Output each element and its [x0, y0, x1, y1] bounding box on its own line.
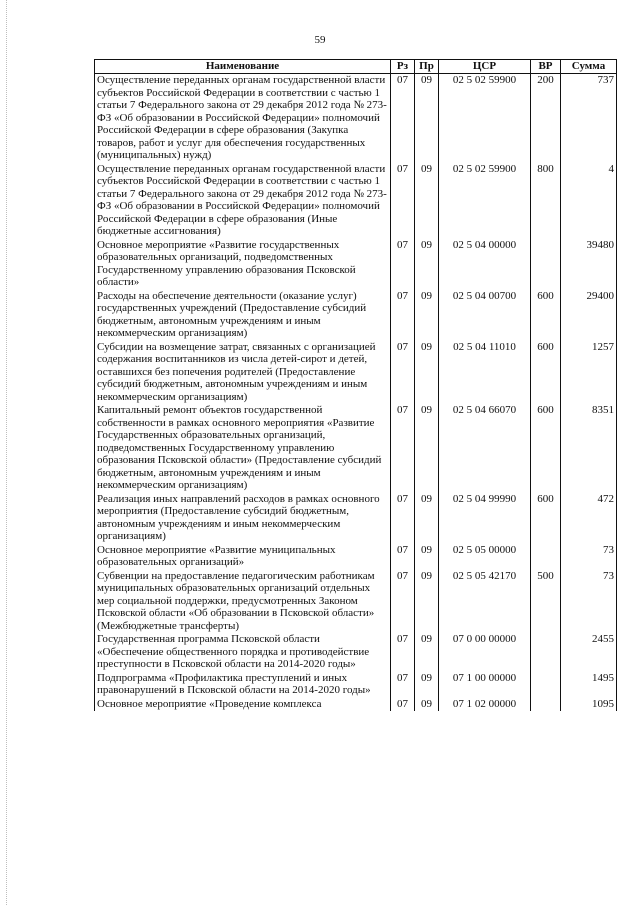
cell-sum: 737 [561, 74, 617, 163]
cell-csr: 02 5 04 99990 [439, 493, 531, 544]
table-row [95, 290, 617, 341]
cell-vr [531, 698, 561, 712]
table-row [95, 341, 617, 405]
header-csr: ЦСР [439, 60, 531, 74]
table-row [95, 404, 617, 493]
cell-name: Расходы на обеспечение деятельности (оказание услуг) государственных учреждений (Предоставление субсидий бюджетным, автономным учреждениям и иным некоммерческим организациям) [95, 290, 391, 341]
cell-vr: 800 [531, 163, 561, 239]
cell-name: Осуществление переданных органам государственной власти субъектов Российской Федерации в соответствии с частью 1 статьи 7 Федерального закона от 29 декабря 2012 года № 273-ФЗ «Об образовании в Российской Федерации» полномочий Российской Федерации в сфере образования (Иные бюджетные ассигнования) [95, 163, 391, 239]
cell-name: Субвенции на предоставление педагогическим работникам муниципальных образовательных организаций отдельных мер социальной поддержки, предусмотренных Законом Псковской области «Об образовании в Псковской области» (Межбюджетные трансферты) [95, 570, 391, 634]
table-row [95, 633, 617, 672]
cell-pr: 09 [415, 74, 439, 163]
table-row [95, 672, 617, 698]
cell-csr: 02 5 02 59900 [439, 74, 531, 163]
cell-pr: 09 [415, 341, 439, 405]
cell-pr: 09 [415, 570, 439, 634]
cell-name: Основное мероприятие «Проведение комплекса [95, 698, 391, 712]
cell-sum: 73 [561, 544, 617, 570]
cell-csr: 07 0 00 00000 [439, 633, 531, 672]
cell-sum: 39480 [561, 239, 617, 290]
cell-sum: 1257 [561, 341, 617, 405]
cell-sum: 8351 [561, 404, 617, 493]
cell-rz: 07 [391, 672, 415, 698]
cell-name: Государственная программа Псковской области «Обеспечение общественного порядка и противодействие преступности в Псковской области на 2014-2020 годы» [95, 633, 391, 672]
cell-sum: 2455 [561, 633, 617, 672]
cell-sum: 1095 [561, 698, 617, 712]
cell-vr [531, 544, 561, 570]
cell-vr [531, 633, 561, 672]
cell-name: Субсидии на возмещение затрат, связанных с организацией содержания воспитанников из числа детей-сирот и детей, оставшихся без попечения родителей (Предоставление субсидий бюджетным, автономным учреждениям и иным некоммерческим организациям) [95, 341, 391, 405]
cell-rz: 07 [391, 163, 415, 239]
header-name: Наименование [95, 60, 391, 74]
cell-name: Капитальный ремонт объектов государственной собственности в рамках основного мероприятия «Развитие Государственных образовательных организаций, подведомственных Государственному управлению образования Псковской области» (Предоставление субсидий бюджетным, автономным учреждениям и иным некоммерческим организациям) [95, 404, 391, 493]
header-pr: Пр [415, 60, 439, 74]
cell-name: Реализация иных направлений расходов в рамках основного мероприятия (Предоставление субсидий бюджетным, автономным учреждениям и иным некоммерческим организациям) [95, 493, 391, 544]
cell-pr: 09 [415, 698, 439, 712]
table-row [95, 493, 617, 544]
cell-vr [531, 239, 561, 290]
cell-pr: 09 [415, 290, 439, 341]
cell-csr: 02 5 05 42170 [439, 570, 531, 634]
cell-sum: 73 [561, 570, 617, 634]
cell-csr: 02 5 04 00000 [439, 239, 531, 290]
cell-rz: 07 [391, 698, 415, 712]
table-header-row [95, 60, 617, 74]
table-row [95, 570, 617, 634]
cell-rz: 07 [391, 404, 415, 493]
cell-rz: 07 [391, 239, 415, 290]
cell-sum: 29400 [561, 290, 617, 341]
cell-rz: 07 [391, 290, 415, 341]
table-row [95, 239, 617, 290]
cell-vr: 600 [531, 493, 561, 544]
cell-vr: 500 [531, 570, 561, 634]
cell-csr: 02 5 04 00700 [439, 290, 531, 341]
cell-pr: 09 [415, 633, 439, 672]
cell-name: Основное мероприятие «Развитие муниципальных образовательных организаций» [95, 544, 391, 570]
cell-rz: 07 [391, 74, 415, 163]
cell-vr [531, 672, 561, 698]
cell-name: Осуществление переданных органам государственной власти субъектов Российской Федерации в соответствии с частью 1 статьи 7 Федерального закона от 29 декабря 2012 года № 273-ФЗ «Об образовании в Российской Федерации» полномочий Российской Федерации в сфере образования (Закупка товаров, работ и услуг для обеспечения государственных (муниципальных) нужд) [95, 74, 391, 163]
cell-rz: 07 [391, 493, 415, 544]
cell-pr: 09 [415, 404, 439, 493]
cell-csr: 02 5 04 66070 [439, 404, 531, 493]
cell-pr: 09 [415, 544, 439, 570]
cell-name: Подпрограмма «Профилактика преступлений и иных правонарушений в Псковской области на 2014-2020 годы» [95, 672, 391, 698]
cell-csr: 02 5 04 11010 [439, 341, 531, 405]
cell-csr: 07 1 00 00000 [439, 672, 531, 698]
table-row [95, 544, 617, 570]
header-rz: Рз [391, 60, 415, 74]
cell-pr: 09 [415, 239, 439, 290]
table-row [95, 74, 617, 163]
cell-vr: 600 [531, 341, 561, 405]
cell-sum: 1495 [561, 672, 617, 698]
budget-table [94, 59, 617, 711]
cell-rz: 07 [391, 544, 415, 570]
cell-vr: 200 [531, 74, 561, 163]
cell-vr: 600 [531, 290, 561, 341]
cell-rz: 07 [391, 341, 415, 405]
table-row [95, 698, 617, 712]
header-sum: Сумма [561, 60, 617, 74]
cell-rz: 07 [391, 570, 415, 634]
header-vr: ВР [531, 60, 561, 74]
cell-csr: 02 5 05 00000 [439, 544, 531, 570]
cell-sum: 4 [561, 163, 617, 239]
page-number: 59 [314, 34, 326, 46]
cell-pr: 09 [415, 493, 439, 544]
cell-vr: 600 [531, 404, 561, 493]
table-row [95, 163, 617, 239]
cell-csr: 02 5 02 59900 [439, 163, 531, 239]
cell-pr: 09 [415, 672, 439, 698]
cell-name: Основное мероприятие «Развитие государственных образовательных организаций, подведомственных Государственному управлению образования Псковской области» [95, 239, 391, 290]
cell-sum: 472 [561, 493, 617, 544]
cell-rz: 07 [391, 633, 415, 672]
page-edge-dotted-line [6, 0, 7, 905]
cell-pr: 09 [415, 163, 439, 239]
cell-csr: 07 1 02 00000 [439, 698, 531, 712]
